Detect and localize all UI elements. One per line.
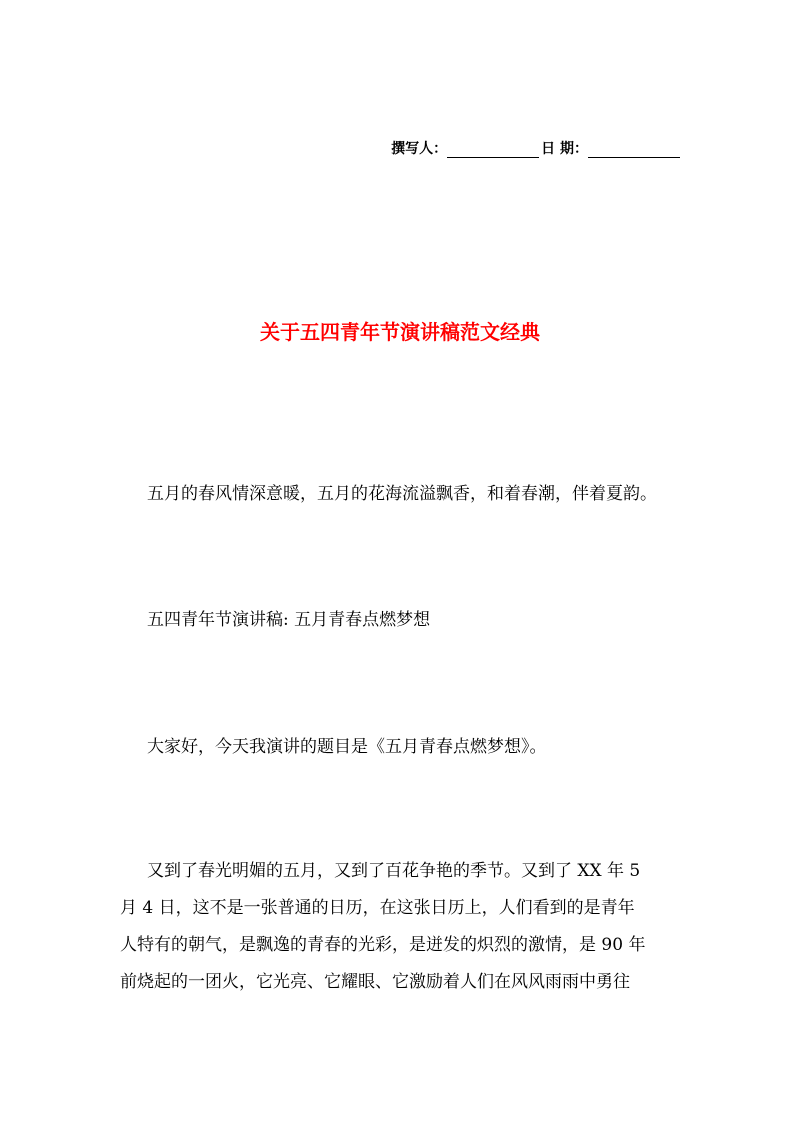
author-blank-field (447, 141, 539, 158)
paragraph-intro: 五月的春风情深意暖，五月的花海流溢飘香，和着春潮，伴着夏韵。 (147, 484, 657, 504)
body-paragraph (120, 853, 686, 1001)
author-date-line (391, 138, 680, 158)
body-line: 又到了春光明媚的五月，又到了百花争艳的季节。又到了 XX 年 5 (147, 861, 641, 881)
date-label: 日 期： (541, 141, 588, 157)
document-title: 关于五四青年节演讲稿范文经典 (260, 320, 540, 344)
paragraph-greeting: 大家好，今天我演讲的题目是《五月青春点燃梦想》。 (147, 737, 547, 757)
author-label: 撰写人： (391, 141, 448, 157)
body-line: 前烧起的一团火，它光亮、它耀眼、它激励着人们在风风雨雨中勇往 (120, 972, 630, 992)
body-line: 人特有的朝气，是飘逸的青春的光彩，是迸发的炽烈的激情，是 90 年 (120, 935, 646, 955)
body-line: 月 4 日，这不是一张普通的日历，在这张日历上，人们看到的是青年 (120, 898, 635, 918)
date-blank-field (588, 141, 680, 158)
paragraph-subtitle: 五四青年节演讲稿: 五月青春点燃梦想 (147, 610, 431, 630)
